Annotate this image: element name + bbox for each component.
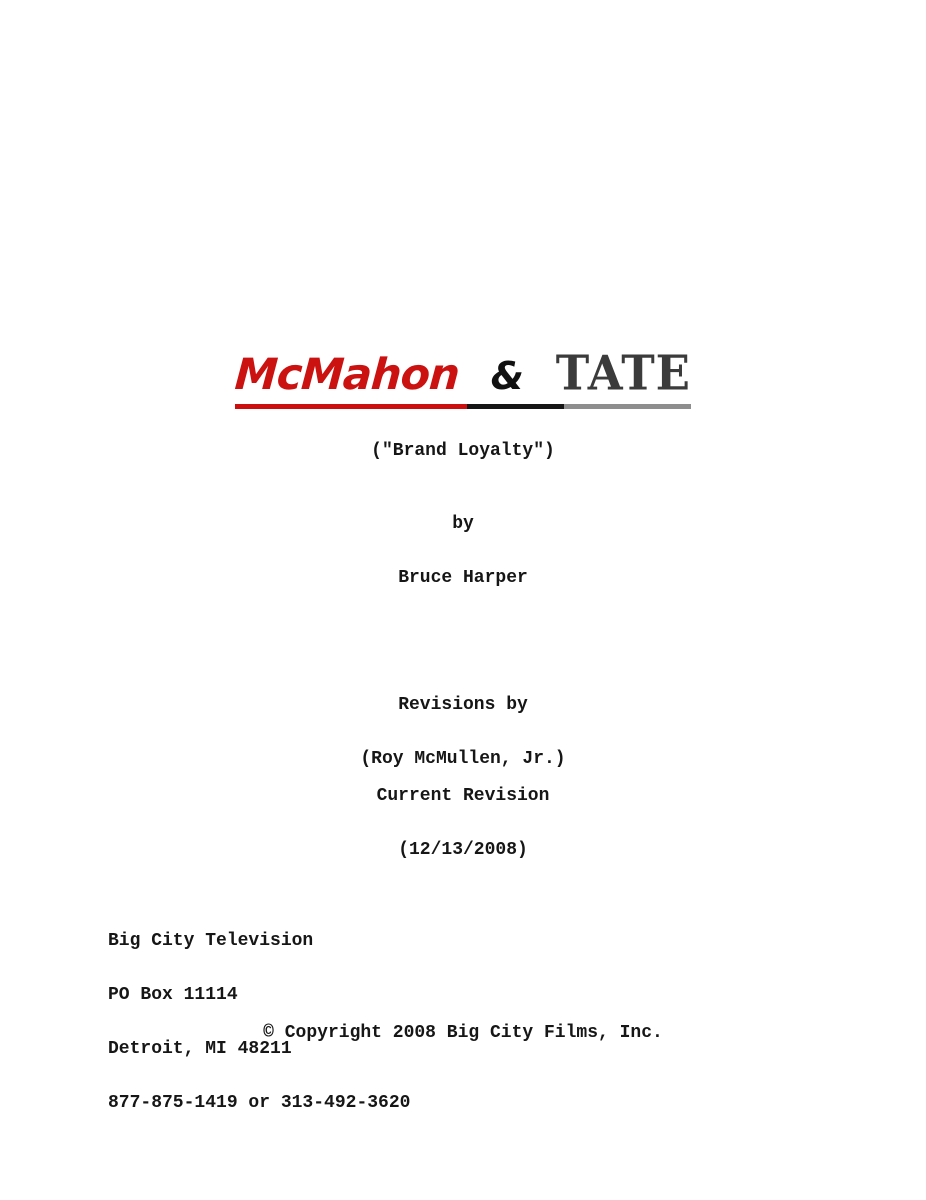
contact-line-city: Detroit, MI 48211 — [108, 1039, 292, 1059]
contact-line-pobox: PO Box 11114 — [108, 985, 238, 1005]
logo-mcmahon-text: McMahon — [233, 350, 461, 400]
contact-line-company: Big City Television — [108, 931, 314, 951]
current-revision-block — [0, 751, 926, 895]
show-logo — [233, 345, 691, 402]
logo-underline-black-segment — [467, 404, 564, 409]
logo-underline — [235, 404, 691, 409]
byline-by-label: by — [452, 514, 474, 534]
episode-title: ("Brand Loyalty") — [371, 441, 555, 461]
current-revision-label: Current Revision — [376, 786, 550, 806]
contact-line-phones: 877-875-1419 or 313-492-3620 — [108, 1093, 411, 1113]
logo-ampersand-text: & — [490, 354, 524, 398]
byline-author: Bruce Harper — [398, 568, 528, 588]
current-revision-date: (12/13/2008) — [398, 840, 528, 860]
contact-block — [108, 896, 410, 1148]
logo-underline-gray-segment — [564, 404, 691, 409]
byline — [0, 479, 926, 623]
revisions-label: Revisions by — [398, 695, 528, 715]
copyright-line: © Copyright 2008 Big City Films, Inc. — [263, 1023, 663, 1043]
revisions-name: (Roy McMullen, Jr.) — [360, 749, 566, 769]
logo-underline-red-segment — [235, 404, 467, 409]
logo-tate-text: TATE — [555, 345, 691, 402]
